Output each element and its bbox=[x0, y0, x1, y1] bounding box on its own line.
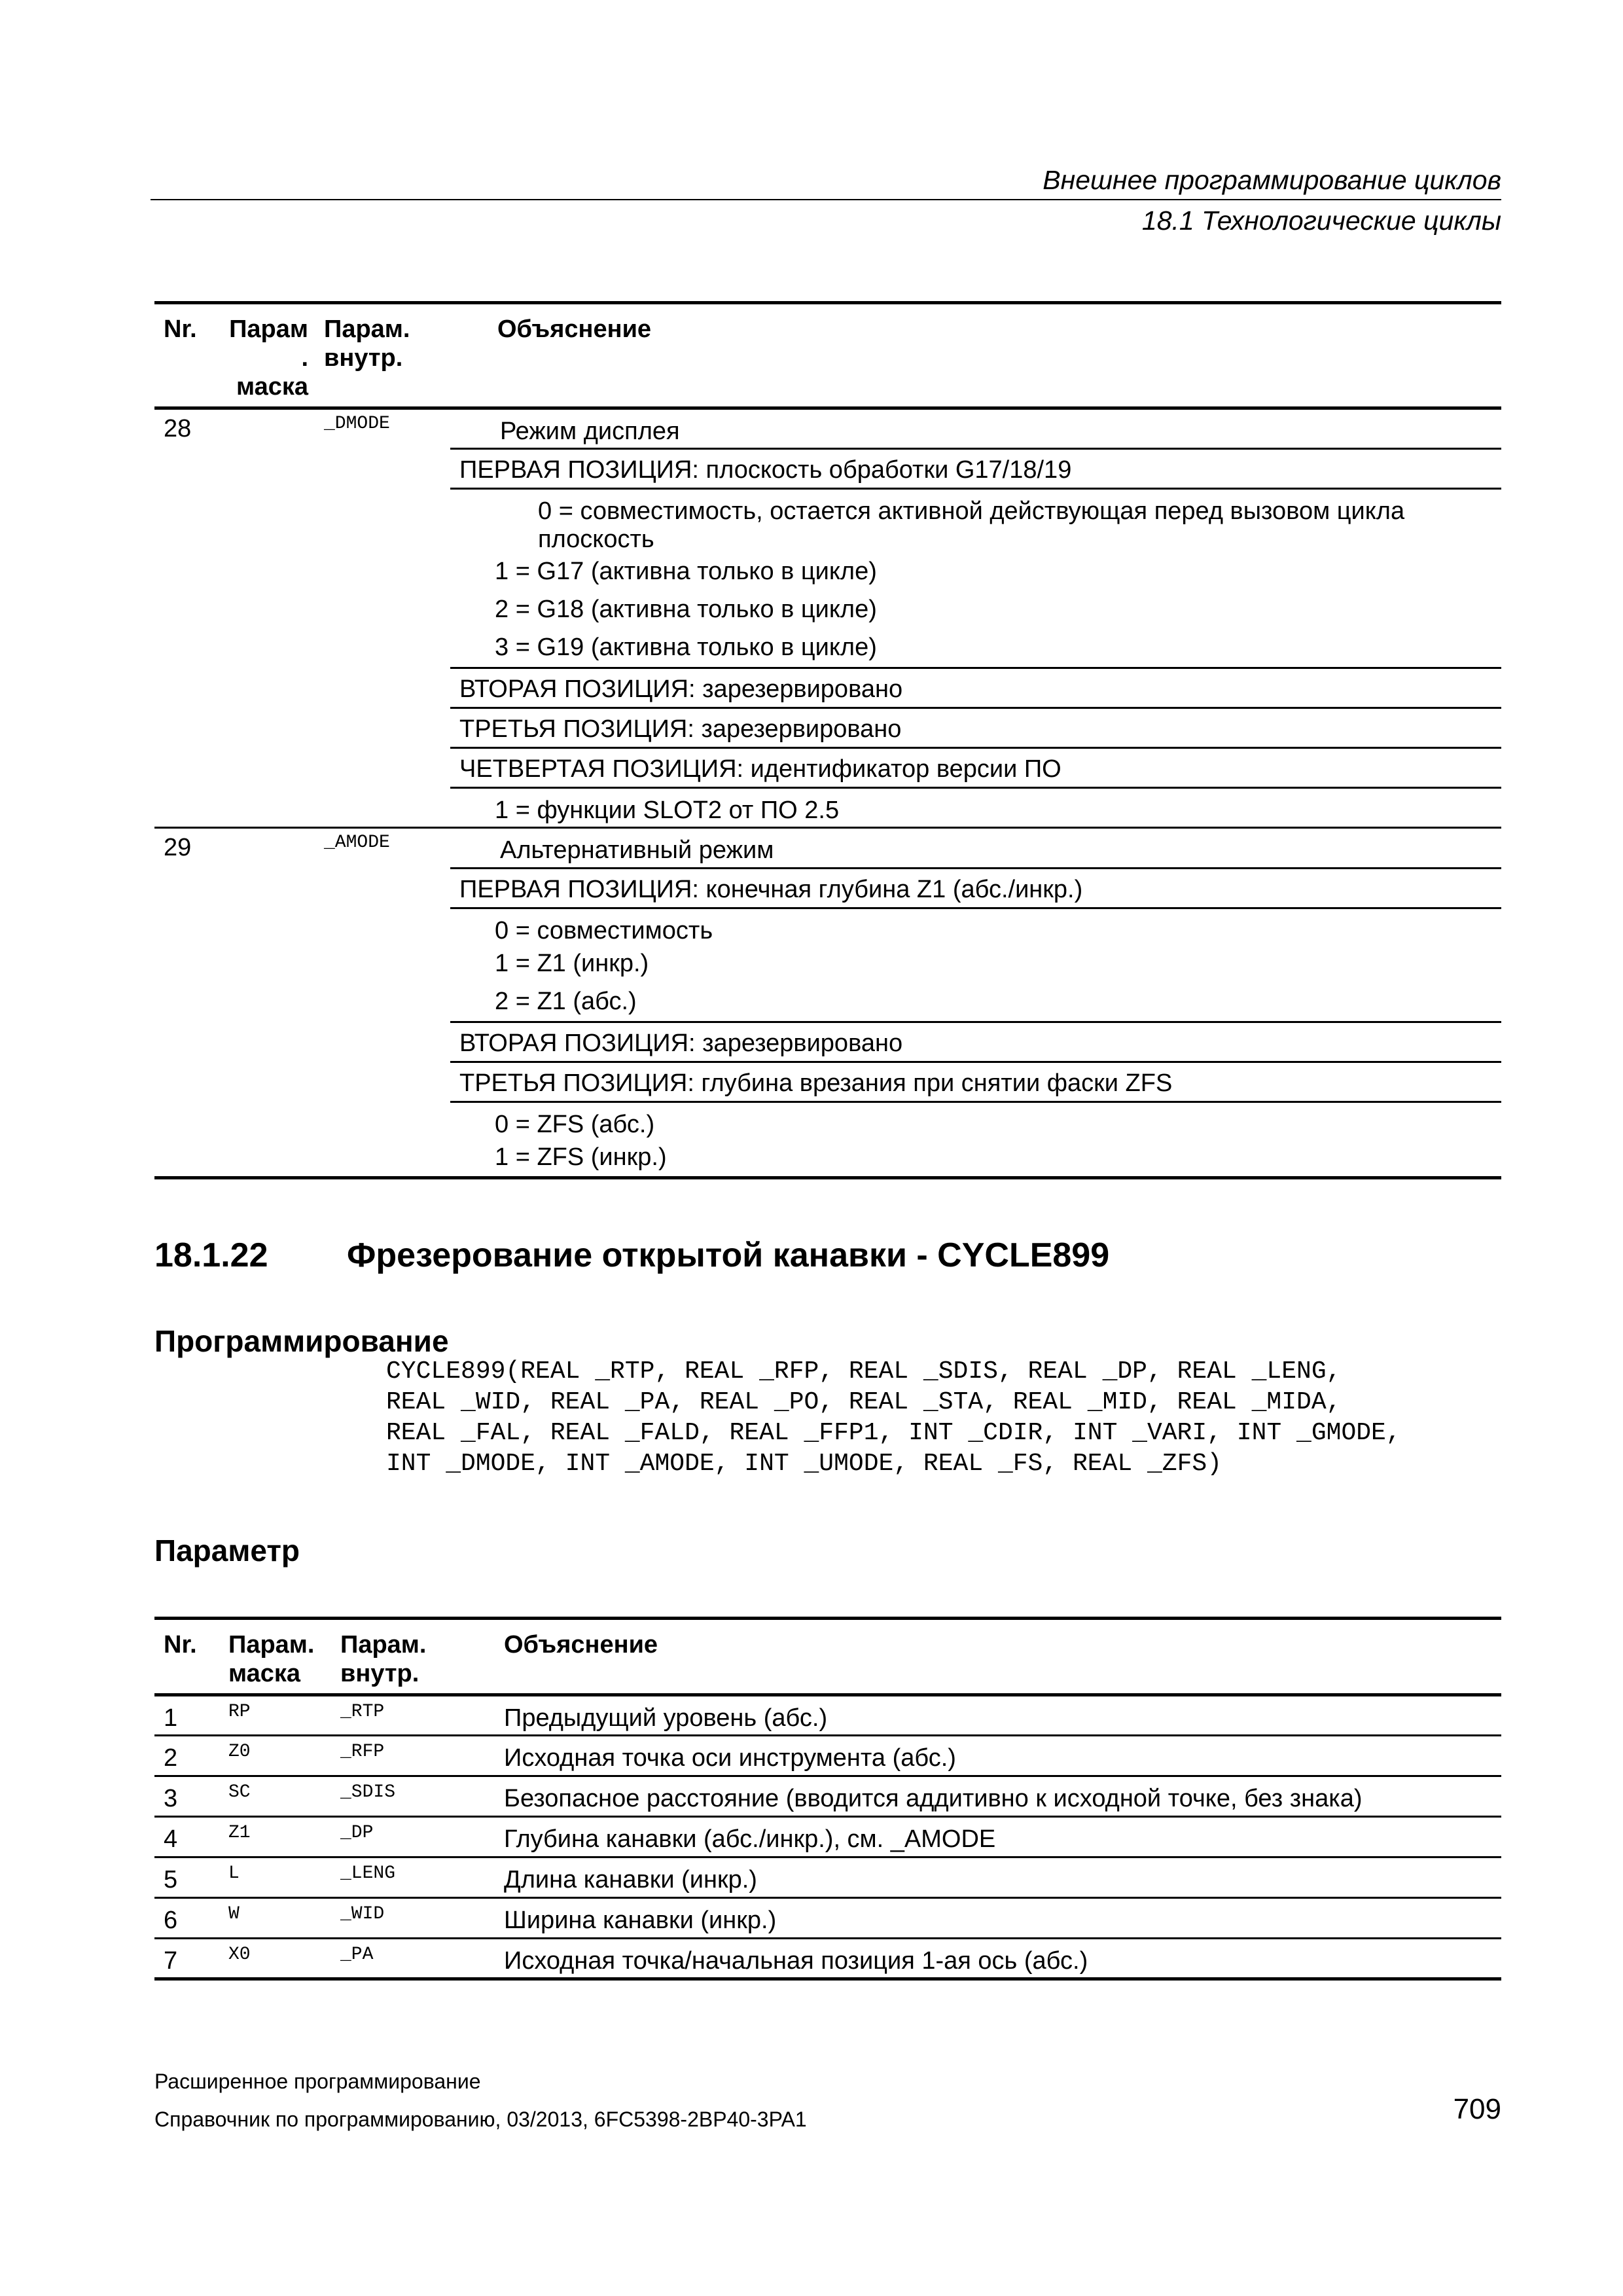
row-mask: RP bbox=[227, 1695, 339, 1736]
col-mask: Парам . маска bbox=[229, 315, 308, 401]
position-fourth: ЧЕТВЕРТАЯ ПОЗИЦИЯ: идентификатор версии ПО bbox=[450, 747, 1501, 787]
row-desc: Режим дисплея bbox=[450, 408, 1501, 449]
row-desc: Альтернативный режим bbox=[450, 827, 1501, 868]
code-line: INT _DMODE, INT _AMODE, INT _UMODE, REAL _FS, REAL _ZFS) bbox=[386, 1450, 1222, 1478]
position-first: ПЕРВАЯ ПОЗИЦИЯ: плоскость обработки G17/18/19 bbox=[450, 449, 1501, 489]
footer-reference: Справочник по программированию, 03/2013, 6FC5398-2BP40-3PA1 bbox=[154, 2108, 807, 2131]
section-title-header: 18.1 Технологические циклы bbox=[1141, 206, 1501, 236]
position-third: ТРЕТЬЯ ПОЗИЦИЯ: зарезервировано bbox=[450, 708, 1501, 747]
col-explanation: Объяснение bbox=[497, 315, 652, 343]
row-desc: Исходная точка/начальная позиция 1-ая ось (абс.) bbox=[504, 1939, 1501, 1979]
row-nr: 2 bbox=[154, 1736, 227, 1776]
row-internal: _SDIS bbox=[339, 1776, 504, 1817]
parameter-table-continued bbox=[154, 301, 1501, 1179]
chapter-title: Внешнее программирование циклов bbox=[1043, 165, 1501, 195]
code-line: CYCLE899(REAL _RTP, REAL _RFP, REAL _SDIS, REAL _DP, REAL _LENG, bbox=[386, 1357, 1342, 1386]
header-rule bbox=[151, 199, 1501, 200]
code-block bbox=[386, 1356, 1401, 1479]
row-nr: 1 bbox=[154, 1695, 227, 1736]
position-second: ВТОРАЯ ПОЗИЦИЯ: зарезервировано bbox=[450, 668, 1501, 708]
value-line: 0 = совместимость, остается активной действующая перед вызовом цикла плоскость bbox=[538, 497, 1405, 553]
table-header bbox=[154, 303, 1501, 408]
row-nr: 6 bbox=[154, 1898, 227, 1939]
table-row bbox=[154, 827, 1501, 868]
row-desc: Безопасное расстояние (вводится аддитивно к исходной точке, без знака) bbox=[504, 1776, 1501, 1817]
row-nr: 29 bbox=[154, 827, 219, 1177]
table-row bbox=[154, 1898, 1501, 1939]
section-number: 18.1.22 bbox=[154, 1236, 268, 1274]
table-row bbox=[154, 1695, 1501, 1736]
section-title: Фрезерование открытой канавки - CYCLE899 bbox=[347, 1236, 1110, 1274]
position-second: ВТОРАЯ ПОЗИЦИЯ: зарезервировано bbox=[450, 1022, 1501, 1062]
table-row bbox=[154, 1939, 1501, 1979]
row-mask: L bbox=[227, 1857, 339, 1898]
page-number: 709 bbox=[1453, 2093, 1501, 2125]
row-mask: W bbox=[227, 1898, 339, 1939]
row-mask: X0 bbox=[227, 1939, 339, 1979]
row-mask: SC bbox=[227, 1776, 339, 1817]
row-nr: 5 bbox=[154, 1857, 227, 1898]
footer-book-title: Расширенное программирование bbox=[154, 2070, 481, 2093]
row-nr: 3 bbox=[154, 1776, 227, 1817]
row-nr: 4 bbox=[154, 1817, 227, 1857]
row-nr: 28 bbox=[154, 408, 219, 828]
row-desc: Длина канавки (инкр.) bbox=[504, 1857, 1501, 1898]
row-internal: _LENG bbox=[339, 1857, 504, 1898]
value-line: 1 = ZFS (инкр.) bbox=[488, 1139, 1501, 1177]
row-internal: _DP bbox=[339, 1817, 504, 1857]
code-line: REAL _WID, REAL _PA, REAL _PO, REAL _STA, REAL _MID, REAL _MIDA, bbox=[386, 1388, 1342, 1416]
row-mask bbox=[219, 827, 317, 1177]
value-line: 2 = Z1 (абс.) bbox=[488, 984, 1501, 1022]
table-body bbox=[154, 1695, 1501, 1979]
row-desc: Глубина канавки (абс./инкр.), см. _AMODE bbox=[504, 1817, 1501, 1857]
value-line: 1 = функции SLOT2 от ПО 2.5 bbox=[488, 787, 1501, 827]
row-internal: _RTP bbox=[339, 1695, 504, 1736]
value-line: 0 = ZFS (абс.) bbox=[495, 1110, 655, 1138]
col-nr: Nr. bbox=[164, 315, 197, 343]
row-internal: _WID bbox=[339, 1898, 504, 1939]
table-header bbox=[154, 1619, 1501, 1695]
row-nr: 7 bbox=[154, 1939, 227, 1979]
code-line: REAL _FAL, REAL _FALD, REAL _FFP1, INT _CDIR, INT _VARI, INT _GMODE, bbox=[386, 1419, 1401, 1447]
parameter-table bbox=[154, 1617, 1501, 1981]
table-row bbox=[154, 1736, 1501, 1776]
position-third: ТРЕТЬЯ ПОЗИЦИЯ: глубина врезания при снятии фаски ZFS bbox=[450, 1062, 1501, 1102]
value-line: 1 = G17 (активна только в цикле) bbox=[495, 558, 877, 585]
row-mask: Z0 bbox=[227, 1736, 339, 1776]
col-nr: Nr. bbox=[164, 1631, 197, 1659]
value-line: 2 = G18 (активна только в цикле) bbox=[495, 596, 877, 623]
table-row bbox=[154, 1776, 1501, 1817]
value-line: 3 = G19 (активна только в цикле) bbox=[488, 630, 1501, 668]
row-internal: _RFP bbox=[339, 1736, 504, 1776]
col-internal: Парам. внутр. bbox=[324, 315, 410, 372]
row-internal: _DMODE bbox=[317, 408, 450, 828]
col-explanation: Объяснение bbox=[504, 1631, 658, 1659]
row-desc: Ширина канавки (инкр.) bbox=[504, 1898, 1501, 1939]
programming-heading: Программирование bbox=[154, 1324, 449, 1358]
row-mask bbox=[219, 408, 317, 828]
value-line: 1 = Z1 (инкр.) bbox=[495, 950, 649, 977]
value-line: 0 = совместимость bbox=[495, 916, 713, 944]
table-row bbox=[154, 408, 1501, 449]
parameter-heading: Параметр bbox=[154, 1534, 300, 1568]
col-mask: Парам. маска bbox=[228, 1631, 315, 1687]
row-desc: Исходная точка оси инструмента (абс.) bbox=[504, 1736, 1501, 1776]
row-mask: Z1 bbox=[227, 1817, 339, 1857]
table-row bbox=[154, 1857, 1501, 1898]
row-internal: _PA bbox=[339, 1939, 504, 1979]
row-desc: Предыдущий уровень (абс.) bbox=[504, 1695, 1501, 1736]
row-internal: _AMODE bbox=[317, 827, 450, 1177]
table-row bbox=[154, 1817, 1501, 1857]
position-first: ПЕРВАЯ ПОЗИЦИЯ: конечная глубина Z1 (абс./инкр.) bbox=[450, 868, 1501, 908]
col-internal: Парам. внутр. bbox=[340, 1631, 427, 1687]
